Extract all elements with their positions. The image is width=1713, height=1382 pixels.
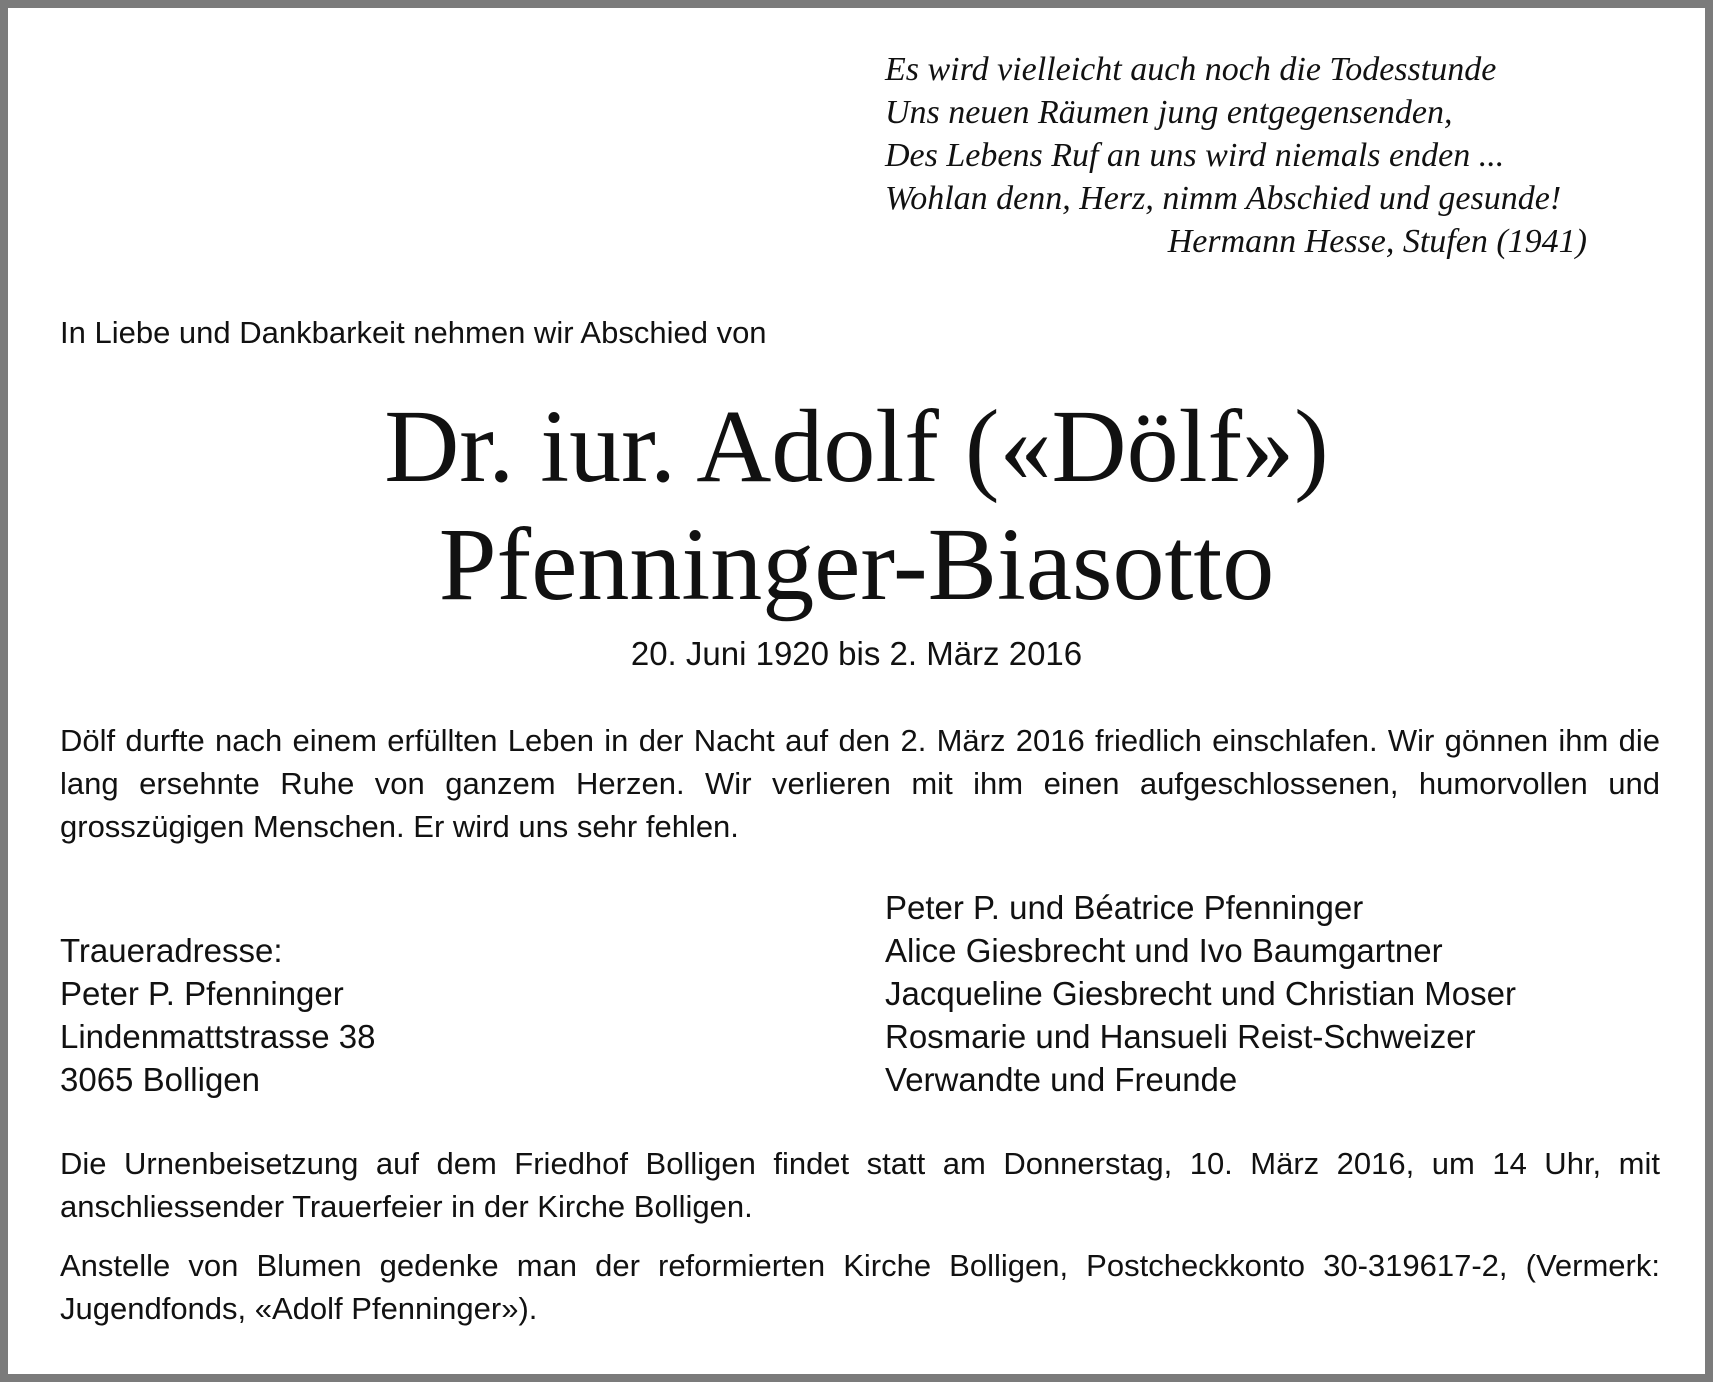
deceased-name: [8, 388, 1705, 624]
poem-quote: [885, 48, 1605, 263]
mourning-address: [60, 929, 376, 1101]
poem-attribution: Hermann Hesse, Stufen (1941): [1167, 223, 1587, 260]
poem-line: Des Lebens Ruf an uns wird niemals enden ...: [885, 137, 1505, 174]
poem-line: Wohlan denn, Herz, nimm Abschied und gesunde!: [885, 180, 1562, 217]
address-line: Lindenmattstrasse 38: [60, 1018, 376, 1055]
family-member: Verwandte und Freunde: [885, 1061, 1238, 1098]
family-member: Rosmarie und Hansueli Reist-Schweizer: [885, 1018, 1476, 1055]
deceased-name-line-1: Dr. iur. Adolf («Dölf»): [384, 389, 1329, 504]
donation-info: Anstelle von Blumen gedenke man der reformierten Kirche Bolligen, Postcheckkonto 30-319617-2, (Vermerk: Jugendfonds, «Adolf Pfenninger»).: [60, 1248, 1660, 1326]
poem-line: Uns neuen Räumen jung entgegensenden,: [885, 94, 1453, 131]
family-member: Peter P. und Béatrice Pfenninger: [885, 889, 1364, 926]
tribute-paragraph: Dölf durfte nach einem erfüllten Leben in der Nacht auf den 2. März 2016 friedlich einschlafen. Wir gönnen ihm die lang ersehnte Ruhe von ganzem Herzen. Wir verlieren mit ihm einen aufgeschlossenen, humorvollen und grosszügigen Menschen. Er wird uns sehr fehlen.: [60, 723, 1660, 844]
address-line: 3065 Bolligen: [60, 1061, 260, 1098]
family-member: Alice Giesbrecht und Ivo Baumgartner: [885, 932, 1443, 969]
intro-text: In Liebe und Dankbarkeit nehmen wir Abschied von: [60, 315, 767, 350]
address-line: Peter P. Pfenninger: [60, 975, 344, 1012]
poem-line: Es wird vielleicht auch noch die Todesstunde: [885, 51, 1497, 88]
burial-info: Die Urnenbeisetzung auf dem Friedhof Bolligen findet statt am Donnerstag, 10. März 2016, um 14 Uhr, mit anschliessender Trauerfeier in der Kirche Bolligen.: [60, 1146, 1660, 1224]
life-dates: 20. Juni 1920 bis 2. März 2016: [630, 635, 1083, 672]
obituary-notice: [8, 8, 1705, 1374]
family-member: Jacqueline Giesbrecht und Christian Moser: [885, 975, 1516, 1012]
mourning-address-heading: Traueradresse:: [60, 932, 283, 969]
family-list: [885, 886, 1516, 1101]
deceased-name-line-2: Pfenninger-Biasotto: [438, 507, 1275, 622]
